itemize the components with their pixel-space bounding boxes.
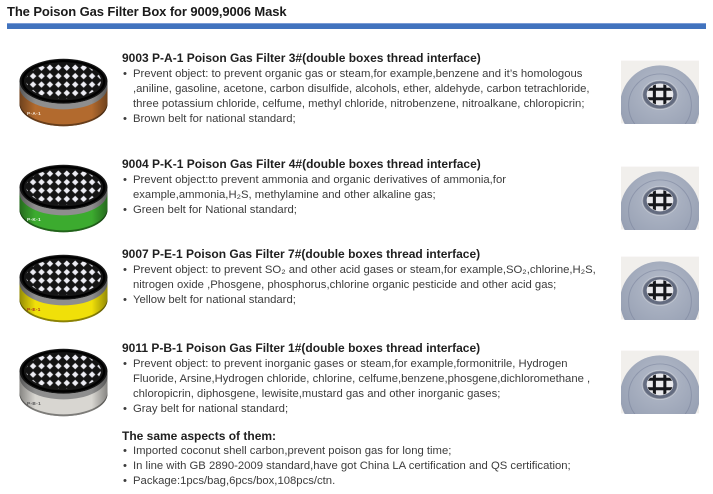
- bullet-belt-standard: • Gray belt for national standard;: [122, 402, 611, 417]
- product-row: [7, 247, 707, 341]
- bullet-belt-standard: • Brown belt for national standard;: [122, 112, 611, 127]
- bullet-belt-standard: • Yellow belt for national standard;: [122, 293, 611, 308]
- page-title: The Poison Gas Filter Box for 9009,9006 Mask: [7, 4, 287, 19]
- product-info: [122, 341, 621, 417]
- product-row: [7, 157, 707, 247]
- bullet-prevent-object: • Prevent object: to prevent organic gas or steam,for example,benzene and it’s homologous ,aniline, gasoline, acetone, carbon disulfide, alcohols, ether, aldehyde, carbon tetrachloride, three potassium chloride, celfume, methyl chloride, nitrobenzene, nitroalkane, chloropicrin;: [122, 67, 611, 112]
- product-info: [122, 51, 621, 127]
- bullet-carbon: • Imported coconut shell carbon,prevent poison gas for long time;: [122, 444, 707, 459]
- filter-cartridge-photo: [12, 54, 115, 131]
- product-list: [7, 51, 707, 489]
- same-aspects-heading: The same aspects of them:: [122, 429, 277, 443]
- product-row: [7, 341, 707, 429]
- belt-label-text: P-B-1: [26, 400, 42, 406]
- product-bullet-list: [122, 173, 611, 218]
- product-row: [7, 51, 707, 157]
- filter-bottom-photo: [621, 166, 699, 230]
- product-info: [122, 157, 621, 218]
- filter-bottom-photo: [621, 60, 699, 124]
- bullet-belt-standard: • Green belt for National standard;: [122, 203, 611, 218]
- belt-label-text: P-A-1: [26, 110, 42, 116]
- bullet-package: • Package:1pcs/bag,6pcs/box,108pcs/ctn.: [122, 474, 707, 489]
- product-photo-cell: [7, 157, 122, 237]
- product-heading: 9003 P-A-1 Poison Gas Filter 3#(double boxes thread interface): [122, 51, 481, 65]
- filter-cartridge-photo: [12, 250, 115, 327]
- product-bottom-photo-cell: [621, 247, 707, 320]
- product-info: [122, 247, 621, 308]
- product-heading: 9007 P-E-1 Poison Gas Filter 7#(double boxes thread interface): [122, 247, 481, 261]
- same-aspects-bullet-list: [122, 444, 707, 489]
- bullet-certification: • In line with GB 2890-2009 standard,have got China LA certification and QS certification;: [122, 459, 707, 474]
- filter-cartridge-photo: [12, 344, 115, 421]
- belt-label-text: P-E-1: [26, 306, 41, 312]
- filter-bottom-photo: [621, 350, 699, 414]
- bullet-prevent-object: • Prevent object: to prevent inorganic gases or steam,for example,formonitrile, Hydrogen Fluoride, Arsine,Hydrogen chloride, chlorine, celfume,benzene,phosgene,dichloromethane , chloropicrin, diphosgene, lewisite,mustard gas and other inorganic gases;: [122, 357, 611, 402]
- product-bottom-photo-cell: [621, 51, 707, 124]
- product-heading: 9004 P-K-1 Poison Gas Filter 4#(double boxes thread interface): [122, 157, 481, 171]
- product-bullet-list: [122, 67, 611, 127]
- product-photo-cell: [7, 341, 122, 421]
- product-heading: 9011 P-B-1 Poison Gas Filter 1#(double boxes thread interface): [122, 341, 481, 355]
- bullet-prevent-object: • Prevent object: to prevent SO₂ and other acid gases or steam,for example,SO₂,chlorine,H₂S, nitrogen oxide ,Phosgene, phosphorus,chlorine organic pesticide and other acid gas;: [122, 263, 611, 293]
- product-bottom-photo-cell: [621, 157, 707, 230]
- product-bullet-list: [122, 357, 611, 417]
- filter-cartridge-photo: [12, 160, 115, 237]
- title-underline-bar: [7, 23, 706, 29]
- product-bullet-list: [122, 263, 611, 308]
- product-photo-cell: [7, 51, 122, 131]
- same-aspects-section: [122, 429, 707, 489]
- product-bottom-photo-cell: [621, 341, 707, 414]
- filter-bottom-photo: [621, 256, 699, 320]
- bullet-prevent-object: • Prevent object:to prevent ammonia and organic derivatives of ammonia,for example,ammonia,H₂S, methylamine and other alkaline gas;: [122, 173, 611, 203]
- product-photo-cell: [7, 247, 122, 327]
- belt-label-text: P-K-1: [26, 216, 42, 222]
